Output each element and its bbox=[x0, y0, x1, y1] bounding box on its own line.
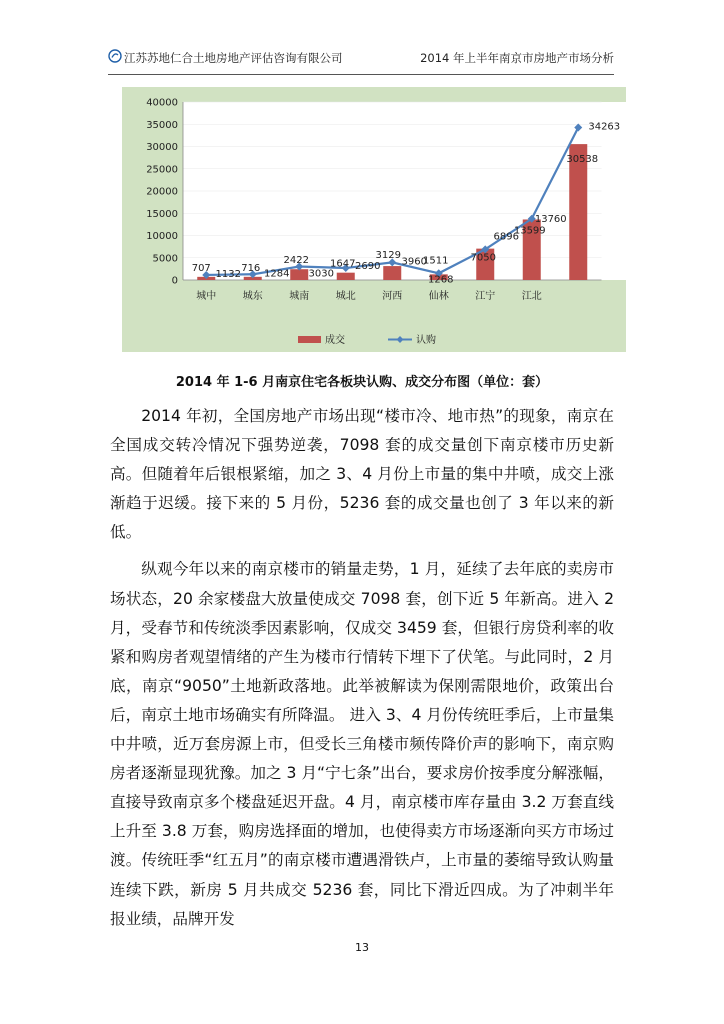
legend-marker bbox=[397, 336, 404, 343]
bar-chengjiao bbox=[290, 269, 308, 280]
y-tick-label: 25000 bbox=[146, 164, 178, 176]
x-tick-label: 江北 bbox=[521, 291, 542, 302]
y-tick-label: 35000 bbox=[146, 119, 178, 131]
y-tick-label: 0 bbox=[171, 275, 178, 287]
legend-label-line: 认购 bbox=[416, 335, 436, 346]
bar-chengjiao bbox=[337, 273, 355, 280]
x-tick-label: 江宁 bbox=[475, 291, 496, 302]
line-data-label: 34263 bbox=[588, 121, 621, 133]
line-data-label: 3960 bbox=[401, 256, 427, 268]
bar-data-label: 1647 bbox=[330, 258, 356, 270]
bar-data-label: 30538 bbox=[566, 154, 599, 166]
legend-label-bar: 成交 bbox=[325, 335, 345, 346]
legend-swatch-bar bbox=[298, 336, 321, 343]
bar-data-label: 707 bbox=[191, 262, 211, 274]
line-data-label: 13760 bbox=[534, 213, 567, 225]
line-data-label: 1511 bbox=[423, 255, 449, 267]
body-text bbox=[110, 402, 614, 942]
bar-data-label: 2422 bbox=[283, 255, 309, 267]
y-tick-label: 30000 bbox=[146, 142, 178, 153]
line-data-label: 1132 bbox=[215, 268, 241, 280]
paragraph-1: 2014 年初，全国房地产市场出现“楼市冷、地市热”的现象，南京在全国成交转冷情况下强势逆袭，7098 套的成交量创下南京楼市历史新高。但随着年后银根紧缩，加之 3、4 月份上市量的集中井喷，成交上涨渐趋于迟缓。接下来的 5 月份，5236 套的成交量也创了 3 年以来的新低。 bbox=[110, 407, 614, 542]
bar-data-label: 1268 bbox=[428, 274, 454, 286]
bar-data-label: 716 bbox=[241, 262, 261, 274]
y-tick-label: 20000 bbox=[146, 186, 178, 198]
page-number: 13 bbox=[355, 941, 369, 954]
y-tick-label: 5000 bbox=[152, 253, 178, 265]
x-tick-label: 城东 bbox=[242, 291, 263, 302]
y-tick-label: 40000 bbox=[146, 97, 178, 109]
x-tick-label: 仙林 bbox=[428, 291, 449, 302]
x-tick-label: 城中 bbox=[196, 291, 217, 302]
paragraph-2: 纵观今年以来的南京楼市的销量走势，1 月，延续了去年底的卖房市场状态，20 余家楼盘大放量使成交 7098 套，创下近 5 年新高。进入 2 月，受春节和传统淡季因素影响，仅成交 3459 套，但银行房贷利率的收紧和购房者观望情绪的产生为楼市行情转下埋下了伏笔。与此同时，2 月底，南京“9050”土地新政落地。此举被解读为保刚需限地价，政策出台后，南京土地市场确实有所降温。 进入 3、4 月份传统旺季后，上市量集中井喷，近万套房源上市，但受长三角楼市频传降价声的影响下，南京购房者逐渐显现犹豫。加之 3 月“宁七条”出台，要求房价按季度分解涨幅，直接导致南京多个楼盘延迟开盘。4 月，南京楼市库存量由 3.2 万套直线上升至 3.8 万套，购房选择面的增加，也使得卖方市场逐渐向买方市场过渡。传统旺季“红五月”的南京楼市遭遇滑铁卢，上市量的萎缩导致认购量连续下跌，新房 5 月共成交 5236 套，同比下滑近四成。为了冲刺半年报业绩，品牌开发 bbox=[110, 560, 614, 928]
chart-container bbox=[122, 87, 626, 352]
line-data-label: 3030 bbox=[308, 268, 334, 280]
page-header bbox=[108, 44, 614, 75]
company-name: 江苏苏地仁合土地房地产评估咨询有限公司 bbox=[124, 51, 343, 65]
line-data-label: 1284 bbox=[264, 268, 290, 280]
figure-caption: 2014 年 1-6 月南京住宅各板块认购、成交分布图（单位：套） bbox=[175, 375, 549, 390]
y-tick-label: 10000 bbox=[146, 231, 178, 242]
bar-chengjiao bbox=[383, 266, 401, 280]
bar-data-label: 13599 bbox=[513, 225, 546, 237]
y-tick-label: 15000 bbox=[146, 208, 178, 220]
bar-data-label: 7050 bbox=[470, 252, 496, 264]
x-tick-label: 城南 bbox=[289, 291, 310, 302]
line-data-label: 2690 bbox=[355, 261, 381, 273]
report-title: 2014 年上半年南京市房地产市场分析 bbox=[420, 51, 614, 65]
company-logo-icon bbox=[108, 49, 122, 63]
combo-chart bbox=[122, 87, 626, 352]
x-tick-label: 河西 bbox=[382, 291, 403, 302]
line-data-label: 6896 bbox=[493, 231, 519, 243]
x-tick-label: 城北 bbox=[335, 291, 356, 302]
bar-data-label: 3129 bbox=[375, 250, 401, 262]
